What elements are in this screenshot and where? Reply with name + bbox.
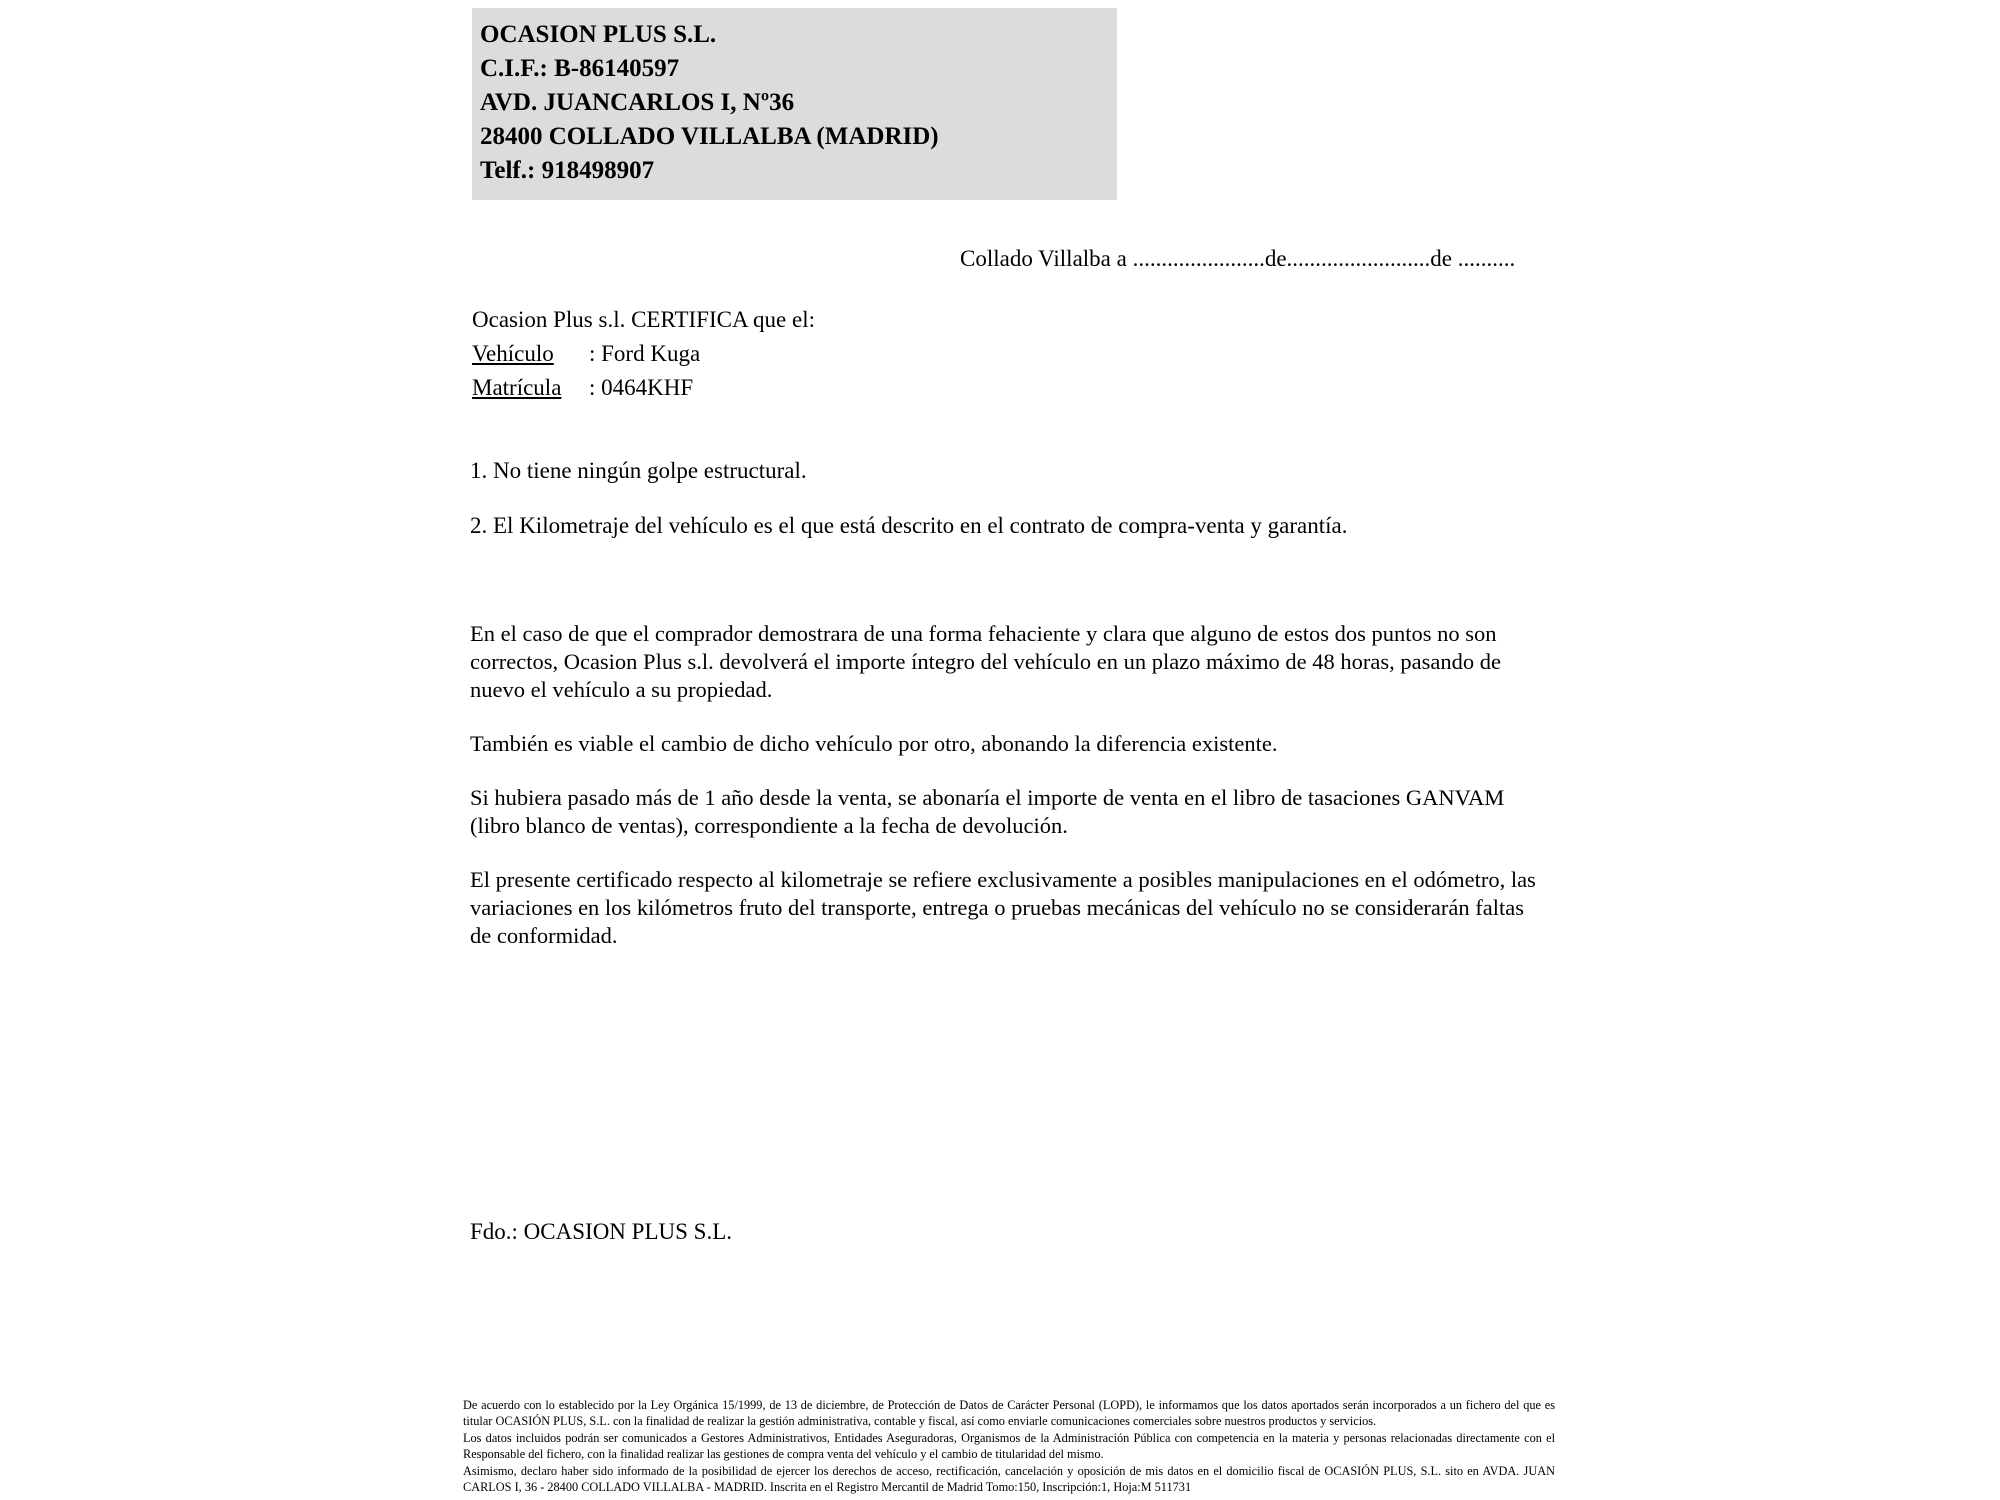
legal-footer (463, 1397, 1555, 1495)
body-paragraphs (470, 620, 1545, 976)
vehicle-row (472, 337, 815, 371)
paragraph-ganvam: Si hubiera pasado más de 1 año desde la venta, se abonaría el importe de venta en el libro de tasaciones GANVAM (libro blanco de ventas), correspondiente a la fecha de devolución. (470, 785, 1505, 838)
legal-footer-lopd: De acuerdo con lo establecido por la Ley Orgánica 15/1999, de 13 de diciembre, de Protección de Datos de Carácter Personal (LOPD), le informamos que los datos aportados serán incorporados a un fichero del que es titular OCASIÓN PLUS, S.L. con la finalidad de realizar la gestión administrativa, contable y fiscal, así como enviarle comunicaciones comerciales sobre nuestros productos y servicios. (463, 1398, 1555, 1429)
company-phone: Telf.: 918498907 (480, 157, 655, 184)
plate-label: Matrícula (472, 375, 562, 400)
signature-line: Fdo.: OCASION PLUS S.L. (470, 1219, 732, 1244)
plate-value: : 0464KHF (589, 375, 694, 400)
paragraph-refund-terms: En el caso de que el comprador demostrara de una forma fehaciente y clara que alguno de estos dos puntos no son correctos, Ocasion Plus s.l. devolverá el importe íntegro del vehículo en un plazo máximo de 48 horas, pasando de nuevo el vehículo a su propiedad. (470, 621, 1501, 702)
certification-block (472, 303, 815, 405)
legal-footer-rights: Asimismo, declaro haber sido informado de la posibilidad de ejercer los derechos de acceso, rectificación, cancelación y oposición de mis datos en el domicilio fiscal de OCASIÓN PLUS, S.L. sito en AVDA. JUAN CARLOS I, 36 - 28400 COLLADO VILLALBA - MADRID. Inscrita en el Registro Mercantil de Madrid Tomo:150, Inscripción:1, Hoja:M 511731 (463, 1463, 1555, 1495)
company-address: AVD. JUANCARLOS I, Nº36 (480, 89, 795, 116)
company-name: OCASION PLUS S.L. (480, 21, 717, 48)
certify-intro: Ocasion Plus s.l. CERTIFICA que el: (472, 307, 815, 332)
legal-footer-data-sharing: Los datos incluidos podrán ser comunicados a Gestores Administrativos, Entidades Aseguradoras, Organismos de la Administración Pública con competencia en la materia y personas relacionadas directamente con el Responsable del fichero, con la finalidad realizar las gestiones de compra venta del vehículo y el cambio de titularidad del mismo. (463, 1430, 1555, 1462)
paragraph-odometer-disclaimer: El presente certificado respecto al kilometraje se refiere exclusivamente a posibles manipulaciones en el odómetro, las variaciones en los kilómetros fruto del transporte, entrega o pruebas mecánicas del vehículo no se considerarán faltas de conformidad. (470, 867, 1536, 948)
certified-point-2: 2. El Kilometraje del vehículo es el que está descrito en el contrato de compra-venta y garantía. (470, 513, 1348, 538)
plate-row (472, 371, 815, 405)
vehicle-value: : Ford Kuga (589, 341, 701, 366)
certified-point-1: 1. No tiene ningún golpe estructural. (470, 458, 807, 483)
vehicle-label: Vehículo (472, 341, 554, 366)
company-letterhead (472, 8, 1117, 200)
company-cif: C.I.F.: B-86140597 (480, 55, 680, 82)
date-line: Collado Villalba a .......................de.........................de .......... (960, 246, 1516, 271)
company-city: 28400 COLLADO VILLALBA (MADRID) (480, 123, 939, 150)
paragraph-exchange: También es viable el cambio de dicho vehículo por otro, abonando la diferencia existente. (470, 731, 1278, 756)
